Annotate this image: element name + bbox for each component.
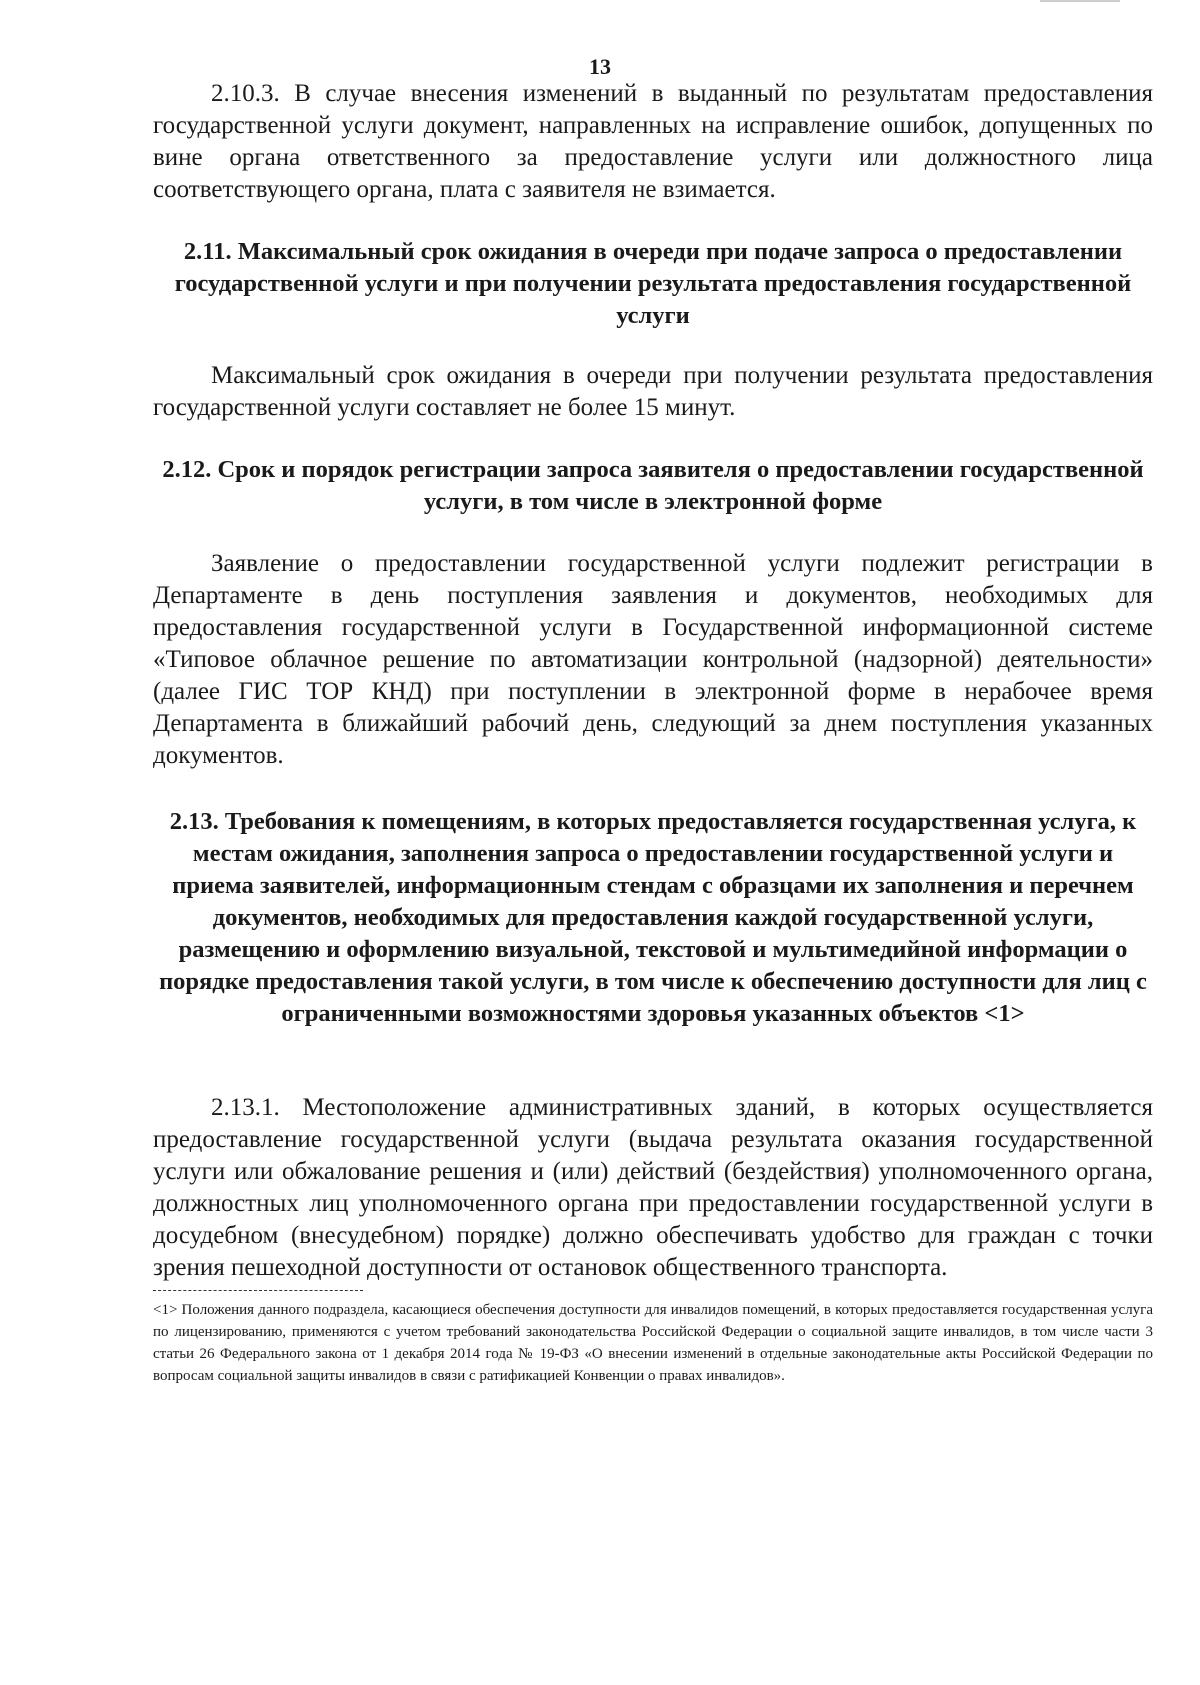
footnote: <1> Положения данного подраздела, касающиеся обеспечения доступности для инвалидов помещений, в которых предоставляется государственная услуга по лицензированию, применяются с учетом требований законодательства Российской Федерации о социальной защите инвалидов, в том числе части 3 статьи 26 Федерального закона от 1 декабря 2014 года № 19-ФЗ «О внесении изменений в отдельные законодательные акты Российской Федерации по вопросам социальной защиты инвалидов в связи с ратификацией Конвенции о правах инвалидов». <box>153 1302 1153 1384</box>
section-heading-2-11: 2.11. Максимальный срок ожидания в очереди при подаче запроса о предоставлении государственной услуги и при получении результата предоставления государственной услуги <box>174 238 1132 329</box>
footnote-divider <box>153 1290 363 1291</box>
document-body <box>153 78 1153 1387</box>
section-heading-2-12: 2.12. Срок и порядок регистрации запроса заявителя о предоставлении государственной услуги, в том числе в электронной форме <box>162 456 1144 515</box>
paragraph-2-11: Максимальный срок ожидания в очереди при получении результата предоставления государственной услуги составляет не более 15 минут. <box>153 362 1153 421</box>
scan-artifact <box>1040 0 1120 8</box>
page-number: 13 <box>589 54 611 79</box>
paragraph-2-12: Заявление о предоставлении государственной услуги подлежит регистрации в Департаменте в день поступления заявления и документов, необходимых для предоставления государственной услуги в Государственной информационной системе «Типовое облачное решение по автоматизации контрольной (надзорной) деятельности» (далее ГИС ТОР КНД) при поступлении в электронной форме в нерабочее время Департамента в ближайший рабочий день, следующий за днем поступления указанных документов. <box>153 550 1153 769</box>
paragraph-2-13-1: 2.13.1. Местоположение административных зданий, в которых осуществляется предоставление государственной услуги (выдача результата оказания государственной услуги или обжалование решения и (или) действий (бездействия) уполномоченного органа, должностных лиц уполномоченного органа при предоставлении государственной услуги в досудебном (внесудебном) порядке) должно обеспечивать удобство для граждан с точки зрения пешеходной доступности от остановок общественного транспорта. <box>153 1094 1153 1281</box>
paragraph-2-10-3: 2.10.3. В случае внесения изменений в выданный по результатам предоставления государственной услуги документ, направленных на исправление ошибок, допущенных по вине органа ответственного за предоставление услуги или должностного лица соответствующего органа, плата с заявителя не взимается. <box>153 80 1153 203</box>
section-heading-2-13: 2.13. Требования к помещениям, в которых предоставляется государственная услуга, к местам ожидания, заполнения запроса о предоставлении государственной услуги и приема заявителей, информационным стендам с образцами их заполнения и перечнем документов, необходимых для предоставления каждой государственной услуги, размещению и оформлению визуальной, текстовой и мультимедийной информации о порядке предоставления такой услуги, в том числе к обеспечению доступности для лиц с ограниченными возможностями здоровья указанных объектов <1> <box>159 808 1147 1027</box>
